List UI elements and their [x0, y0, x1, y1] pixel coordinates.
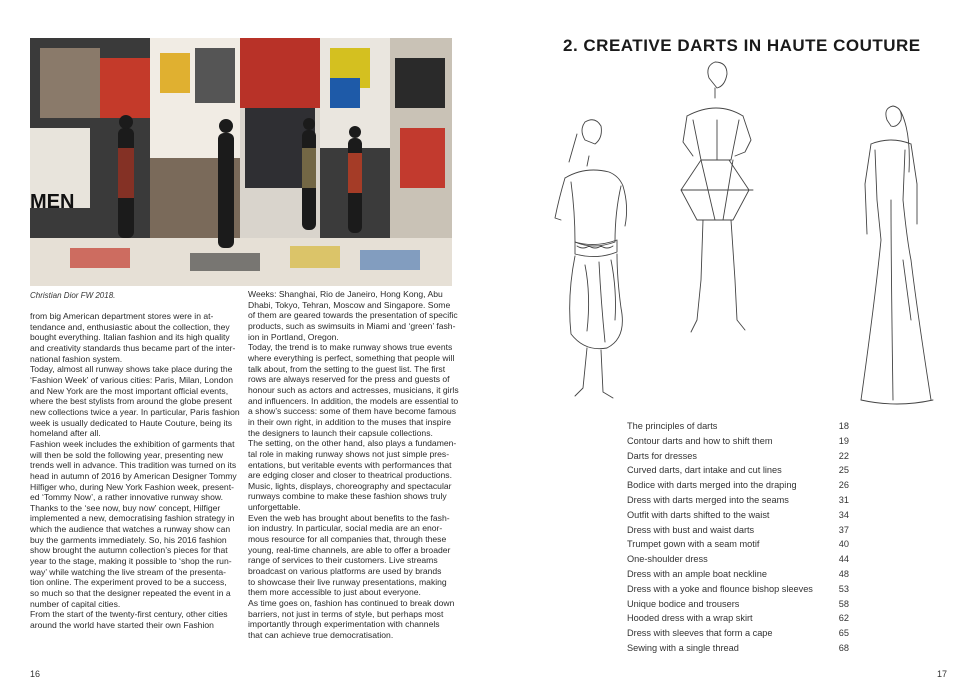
toc-entry-title: Contour darts and how to shift them: [627, 435, 773, 446]
toc-entry: [627, 569, 849, 584]
toc-entry-page: 53: [838, 583, 849, 594]
toc-entry: [627, 451, 849, 466]
toc-entry: [627, 613, 849, 628]
toc-entry: [627, 554, 849, 569]
table-of-contents: [627, 421, 849, 658]
chapter-title: 2. CREATIVE DARTS IN HAUTE COUTURE: [563, 36, 921, 55]
toc-entry-page: 34: [838, 509, 849, 520]
toc-entry: [627, 510, 849, 525]
body-text-column-2: Weeks: Shanghai, Rio de Janeiro, Hong Kong, Abu Dhabi, Tokyo, Tehran, Moscow and Singapore. Some of them are geared towards the presentation of specific products, such as swimsuits in Miami and ‘green’ fash- ion in Portland, Oregon. Today, the trend is to make runway shows true events where everything is perfect, something that people will talk about, from the setting to the guest list. The first rows are always reserved for the press and guests of honour such as actors and actresses, musicians, it girls and influencers. In addition, the models are essential to a show’s success: some of them have become famous in their own right, in addition to the muses that inspire the designers to launch their capsule collections. The setting, on the other hand, also plays a fundamen- tal role in making runway shows not just simple pres- entations, but veritable events with performances that are edging closer and closer to theatrical productions. Music, lights, displays, choreography and spectacular runways combine to make these fashion shows truly unforgettable. Even the web has brought about benefits to the fash- ion industry. In particular, social media are an enor- mous resource for all companies that, through these young, real-time channels, are able to offer a broader range of services to their customers. Live streams broadcast on various platforms are used by brands to showcase their live runway presentations, making them more accessible to just about everyone. As time goes on, fashion has continued to break down barriers, not just in terms of style, but perhaps most importantly through experimentation with channels that can achieve true democratisation.: [248, 289, 459, 640]
toc-entry-page: 58: [838, 598, 849, 609]
toc-entry-page: 37: [838, 524, 849, 535]
toc-entry: [627, 525, 849, 540]
toc-entry: [627, 480, 849, 495]
toc-entry: [627, 465, 849, 480]
toc-entry-page: 62: [838, 613, 849, 624]
photo-caption: Christian Dior FW 2018.: [30, 291, 116, 300]
toc-entry-title: Bodice with darts merged into the draping: [627, 480, 797, 491]
body-text-column-1: from big American department stores were in at- tendance and, enthusiastic about the collection, they bought everything. Italian fashion and its high quality and creativity standards thus became part of the inter- national fashion system. Today, almost all runway shows take place during the ‘Fashion Week’ of various cities: Paris, Milan, London and New York are the most important official events, where the best stylists from around the globe present new collections twice a year. In particular, Paris fashion week is usually dedicated to Haute Couture, being its homeland after all. Fashion week includes the exhibition of garments that will then be sold the following year, presenting new trends well in advance. This tradition was turned on its head in autumn of 2016 by American Designer Tommy Hilfiger who, during New York Fashion week, present- ed ‘Tommy Now’, a rather innovative runway show. Thanks to the ‘see now, buy now’ concept, Hilfiger implemented a new, democratising fashion strategy in which the audience that watches a runway show can buy the garments immediately. So, his 2016 fashion show brought the autumn collection’s pieces for that year to the stage, making it possible to ‘shop the run- way’ while watching the live stream of the presenta- tion online. The experiment proved to be a success, so much so that the designer repeated the event in a number of capital cities. From the start of the twenty-first century, other cities around the world have started their own Fashion: [30, 311, 240, 631]
toc-entry-title: Dress with bust and waist darts: [627, 524, 755, 535]
toc-entry-page: 26: [838, 480, 849, 491]
toc-entry-title: Dress with an ample boat neckline: [627, 568, 767, 579]
toc-entry-title: Darts for dresses: [627, 450, 697, 461]
toc-entry: [627, 628, 849, 643]
sketch-structured-outfit: [681, 62, 753, 332]
sketch-trumpet-gown: [861, 106, 933, 404]
toc-entry: [627, 436, 849, 451]
toc-entry-page: 19: [838, 435, 849, 446]
toc-entry-title: The principles of darts: [627, 421, 718, 431]
toc-entry-title: One-shoulder dress: [627, 554, 708, 565]
toc-entry-page: 44: [838, 554, 849, 565]
toc-entry-page: 40: [838, 539, 849, 550]
fashion-sketches: [525, 60, 955, 415]
toc-entry-page: 48: [838, 568, 849, 579]
page-number-left: 16: [30, 669, 41, 679]
toc-entry-title: Dress with sleeves that form a cape: [627, 628, 773, 639]
toc-entry-title: Trumpet gown with a seam motif: [627, 539, 760, 550]
sketch-draped-dress: [555, 120, 627, 398]
toc-entry-title: Curved darts, dart intake and cut lines: [627, 465, 782, 476]
toc-entry-title: Unique bodice and trousers: [627, 598, 740, 609]
toc-entry: [627, 643, 849, 658]
toc-entry-page: 31: [838, 494, 849, 505]
toc-entry: [627, 495, 849, 510]
toc-entry-title: Hooded dress with a wrap skirt: [627, 613, 753, 624]
toc-entry: [627, 421, 849, 436]
toc-entry: [627, 539, 849, 554]
toc-entry-page: 65: [838, 628, 849, 639]
toc-entry-title: Dress with darts merged into the seams: [627, 494, 789, 505]
toc-entry-title: Outfit with darts shifted to the waist: [627, 509, 770, 520]
toc-entry-page: 25: [838, 465, 849, 476]
toc-entry-page: 18: [838, 421, 849, 431]
toc-entry: [627, 599, 849, 614]
page-number-right: 17: [937, 669, 948, 679]
toc-entry: [627, 584, 849, 599]
toc-entry-title: Dress with a yoke and flounce bishop sleeves: [627, 583, 813, 594]
toc-entry-title: Sewing with a single thread: [627, 642, 739, 653]
toc-entry-page: 68: [838, 642, 849, 653]
runway-photo: [30, 38, 452, 286]
photo-wordmark-text: MEN: [30, 191, 75, 213]
toc-entry-page: 22: [838, 450, 849, 461]
